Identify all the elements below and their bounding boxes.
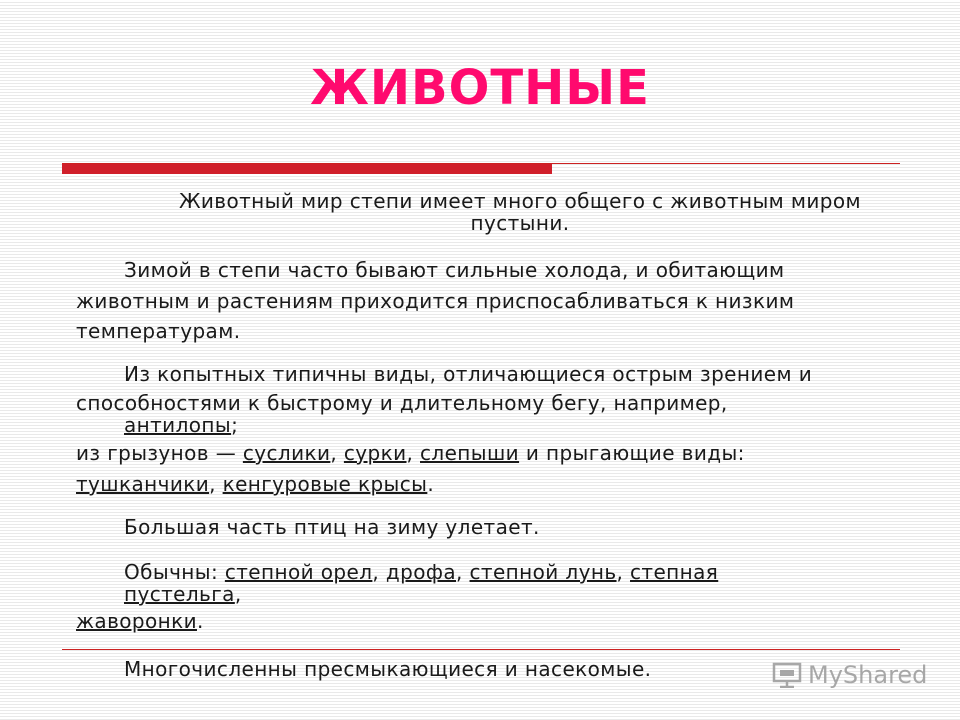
bottom-rule-thin (62, 649, 900, 650)
birds-line-1: Обычны: степной орел, дрофа, степной лунь, степная (124, 560, 719, 584)
link-molerats[interactable]: слепыши (420, 441, 520, 465)
link-steppe-harrier[interactable]: степной лунь (469, 560, 617, 584)
presentation-icon (772, 662, 802, 688)
intro-line-1: Животный мир степи имеет много общего с животным миром (178, 189, 862, 213)
link-jerboas[interactable]: тушканчики (76, 472, 210, 496)
link-steppe-eagle[interactable]: степной орел (224, 560, 373, 584)
birds-intro: Большая часть птиц на зиму улетает. (124, 515, 540, 539)
winter-line-3: температурам. (76, 319, 241, 343)
link-bustard[interactable]: дрофа (385, 560, 457, 584)
slide-title: ЖИВОТНЫЕ (310, 60, 650, 116)
link-kestrel-part-1[interactable]: степная (630, 560, 719, 584)
birds-line-3: жаворонки. (76, 609, 204, 633)
hoofed-line-2: способностями к быстрому и длительному бегу, например, (76, 391, 728, 415)
birds-line-2: пустельга, (124, 582, 242, 606)
rodents-line-2: тушканчики, кенгуровые крысы. (76, 472, 435, 496)
link-larks[interactable]: жаворонки (76, 609, 197, 633)
link-kestrel-part-2[interactable]: пустельга (124, 582, 235, 606)
title-rule-thick (62, 164, 552, 174)
winter-line-2: животным и растениям приходится приспосабливаться к низким (76, 289, 795, 313)
watermark-logo (772, 662, 927, 688)
link-marmots[interactable]: сурки (343, 441, 407, 465)
link-kangaroo-rats[interactable]: кенгуровые крысы (222, 472, 428, 496)
link-gophers[interactable]: суслики (242, 441, 331, 465)
link-antelopes[interactable]: антилопы (124, 413, 232, 437)
hoofed-line-1: Из копытных типичны виды, отличающиеся острым зрением и (124, 362, 813, 386)
rodents-line-1: из грызунов — суслики, сурки, слепыши и прыгающие виды: (76, 441, 745, 465)
intro-line-2: пустыни. (470, 211, 570, 235)
reptiles-line: Многочисленны пресмыкающиеся и насекомые. (124, 657, 652, 681)
winter-line-1: Зимой в степи часто бывают сильные холода, и обитающим (124, 258, 785, 282)
hoofed-line-3: антилопы; (124, 413, 239, 437)
watermark-text: MyShared (808, 661, 928, 689)
